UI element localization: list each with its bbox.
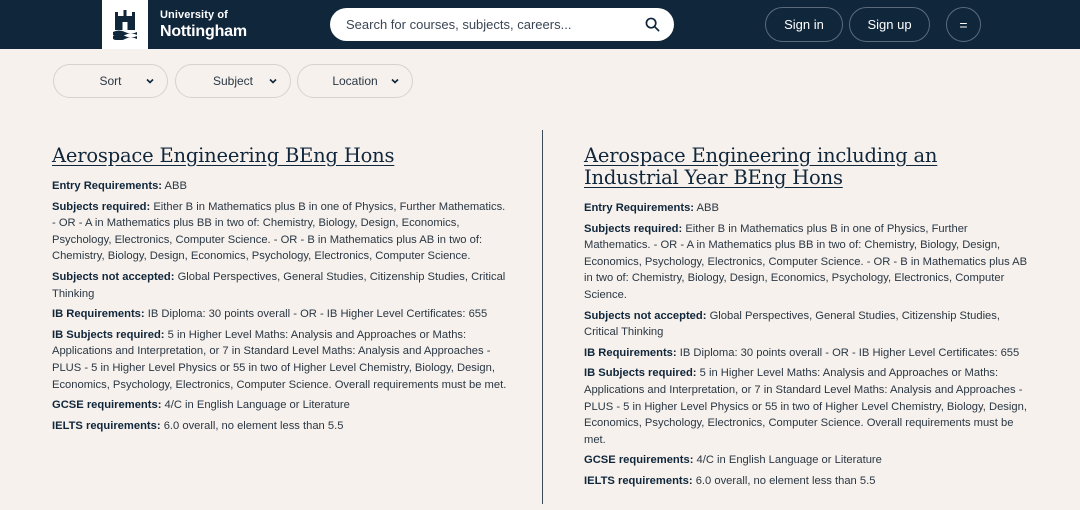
subjects-value: Either B in Mathematics plus B in one of Physics, Further Mathematics. - OR - A in Mathematics plus BB in two of: Chemistry, Biology, Design, Economics, Psychology, Electronics, Computer Science. - OR - B in Mathematics plus AB in two of: Chemistry, Biology, Design, Economics, Psychology, Electronics, Computer Science. — [584, 222, 1028, 301]
sign-up-button[interactable]: Sign up — [849, 7, 930, 42]
logo-line1: University of — [160, 9, 228, 21]
sort-dropdown[interactable] — [53, 64, 168, 98]
subjects-label: Subjects required: — [584, 222, 683, 235]
ielts-label: IELTS requirements: — [52, 419, 161, 432]
ib-label: IB Requirements: — [52, 308, 145, 321]
subject-label: Subject — [212, 74, 254, 88]
ib-value: IB Diploma: 30 points overall - OR - IB Higher Level Certificates: 655 — [147, 308, 488, 321]
gcse-value: 4/C in English Language or Literature — [164, 399, 350, 412]
ielts-requirements — [52, 418, 507, 435]
search-bar — [330, 8, 674, 41]
course-title-link[interactable]: Aerospace Engineering BEng Hons — [52, 144, 395, 167]
location-dropdown[interactable] — [297, 64, 413, 98]
castle-crest-icon — [113, 10, 137, 40]
university-logo[interactable] — [102, 0, 148, 49]
chevron-down-icon — [145, 76, 155, 86]
entry-label: Entry Requirements: — [584, 202, 695, 214]
ib-subjects-label: IB Subjects required: — [52, 328, 165, 341]
menu-button[interactable] — [946, 7, 981, 42]
ib-label: IB Requirements: — [584, 346, 677, 359]
ib-subjects-value: 5 in Higher Level Maths: Analysis and Approaches or Maths: Applications and Interpretation, or 7 in Standard Level Maths: Analysis and Approaches - PLUS - 5 in Higher Level Physics or 55 in two of Higher Level Chemistry, Biology, Design, Economics, Psychology, Electronics, Computer Science. Overall requirements must be met. — [584, 367, 1027, 446]
course-card — [52, 145, 507, 438]
gcse-label: GCSE requirements: — [52, 399, 162, 412]
logo-line2: Nottingham — [160, 23, 247, 40]
ielts-label: IELTS requirements: — [584, 474, 693, 487]
entry-value: ABB — [696, 202, 719, 214]
sign-in-button[interactable]: Sign in — [765, 7, 843, 42]
ib-subjects-value: 5 in Higher Level Maths: Analysis and Approaches or Maths: Applications and Interpretation, or 7 in Standard Level Maths: Analysis and Approaches - PLUS - 5 in Higher Level Physics or 55 in two of Higher Level Chemistry, Biology, Design, Economics, Psychology, Electronics, Computer Science. Overall requirements must be met. — [52, 328, 507, 391]
not-accepted-label: Subjects not accepted: — [584, 309, 707, 322]
ib-requirements — [584, 345, 1034, 362]
subjects-label: Subjects required: — [52, 200, 151, 213]
menu-icon: = — [959, 16, 968, 33]
not-accepted-label: Subjects not accepted: — [52, 270, 175, 283]
gcse-requirements — [52, 397, 507, 414]
search-input[interactable] — [346, 8, 636, 41]
subjects-value: Either B in Mathematics plus B in one of Physics, Further Mathematics. - OR - A in Mathematics plus BB in two of: Chemistry, Biology, Design, Economics, Psychology, Electronics, Computer Science. - OR - B in Mathematics plus AB in two of: Chemistry, Biology, Design, Economics, Psychology, Electronics, Computer Science. — [52, 200, 506, 263]
chevron-down-icon — [390, 76, 400, 86]
chevron-down-icon — [268, 76, 278, 86]
not-accepted-value: Global Perspectives, General Studies, Citizenship Studies, Critical Thinking — [52, 270, 506, 300]
entry-value: ABB — [164, 180, 187, 192]
subjects-not-accepted — [52, 269, 507, 302]
gcse-value: 4/C in English Language or Literature — [696, 454, 882, 467]
entry-requirements — [584, 200, 1034, 217]
site-header — [0, 0, 1080, 49]
ib-requirements — [52, 306, 507, 323]
column-divider — [542, 130, 543, 504]
university-wordmark[interactable] — [160, 10, 247, 40]
subjects-required — [52, 199, 507, 265]
ib-subjects-label: IB Subjects required: — [584, 367, 697, 380]
course-title-link[interactable]: Aerospace Engineering including an Industrial Year BEng Hons — [584, 144, 938, 189]
ielts-value: 6.0 overall, no element less than 5.5 — [695, 474, 876, 487]
sort-label: Sort — [99, 74, 122, 88]
ielts-value: 6.0 overall, no element less than 5.5 — [163, 419, 344, 432]
course-card — [584, 145, 1034, 494]
ib-subjects-required — [584, 365, 1034, 448]
entry-requirements — [52, 178, 507, 195]
subjects-required — [584, 221, 1034, 304]
ielts-requirements — [584, 473, 1034, 490]
entry-label: Entry Requirements: — [52, 180, 163, 192]
gcse-label: GCSE requirements: — [584, 454, 694, 467]
location-label: Location — [332, 74, 378, 88]
ib-subjects-required — [52, 327, 507, 393]
ib-value: IB Diploma: 30 points overall - OR - IB Higher Level Certificates: 655 — [679, 346, 1020, 359]
search-icon[interactable] — [645, 17, 660, 32]
subject-dropdown[interactable] — [175, 64, 291, 98]
subjects-not-accepted — [584, 308, 1034, 341]
not-accepted-value: Global Perspectives, General Studies, Citizenship Studies, Critical Thinking — [584, 309, 1000, 339]
gcse-requirements — [584, 452, 1034, 469]
